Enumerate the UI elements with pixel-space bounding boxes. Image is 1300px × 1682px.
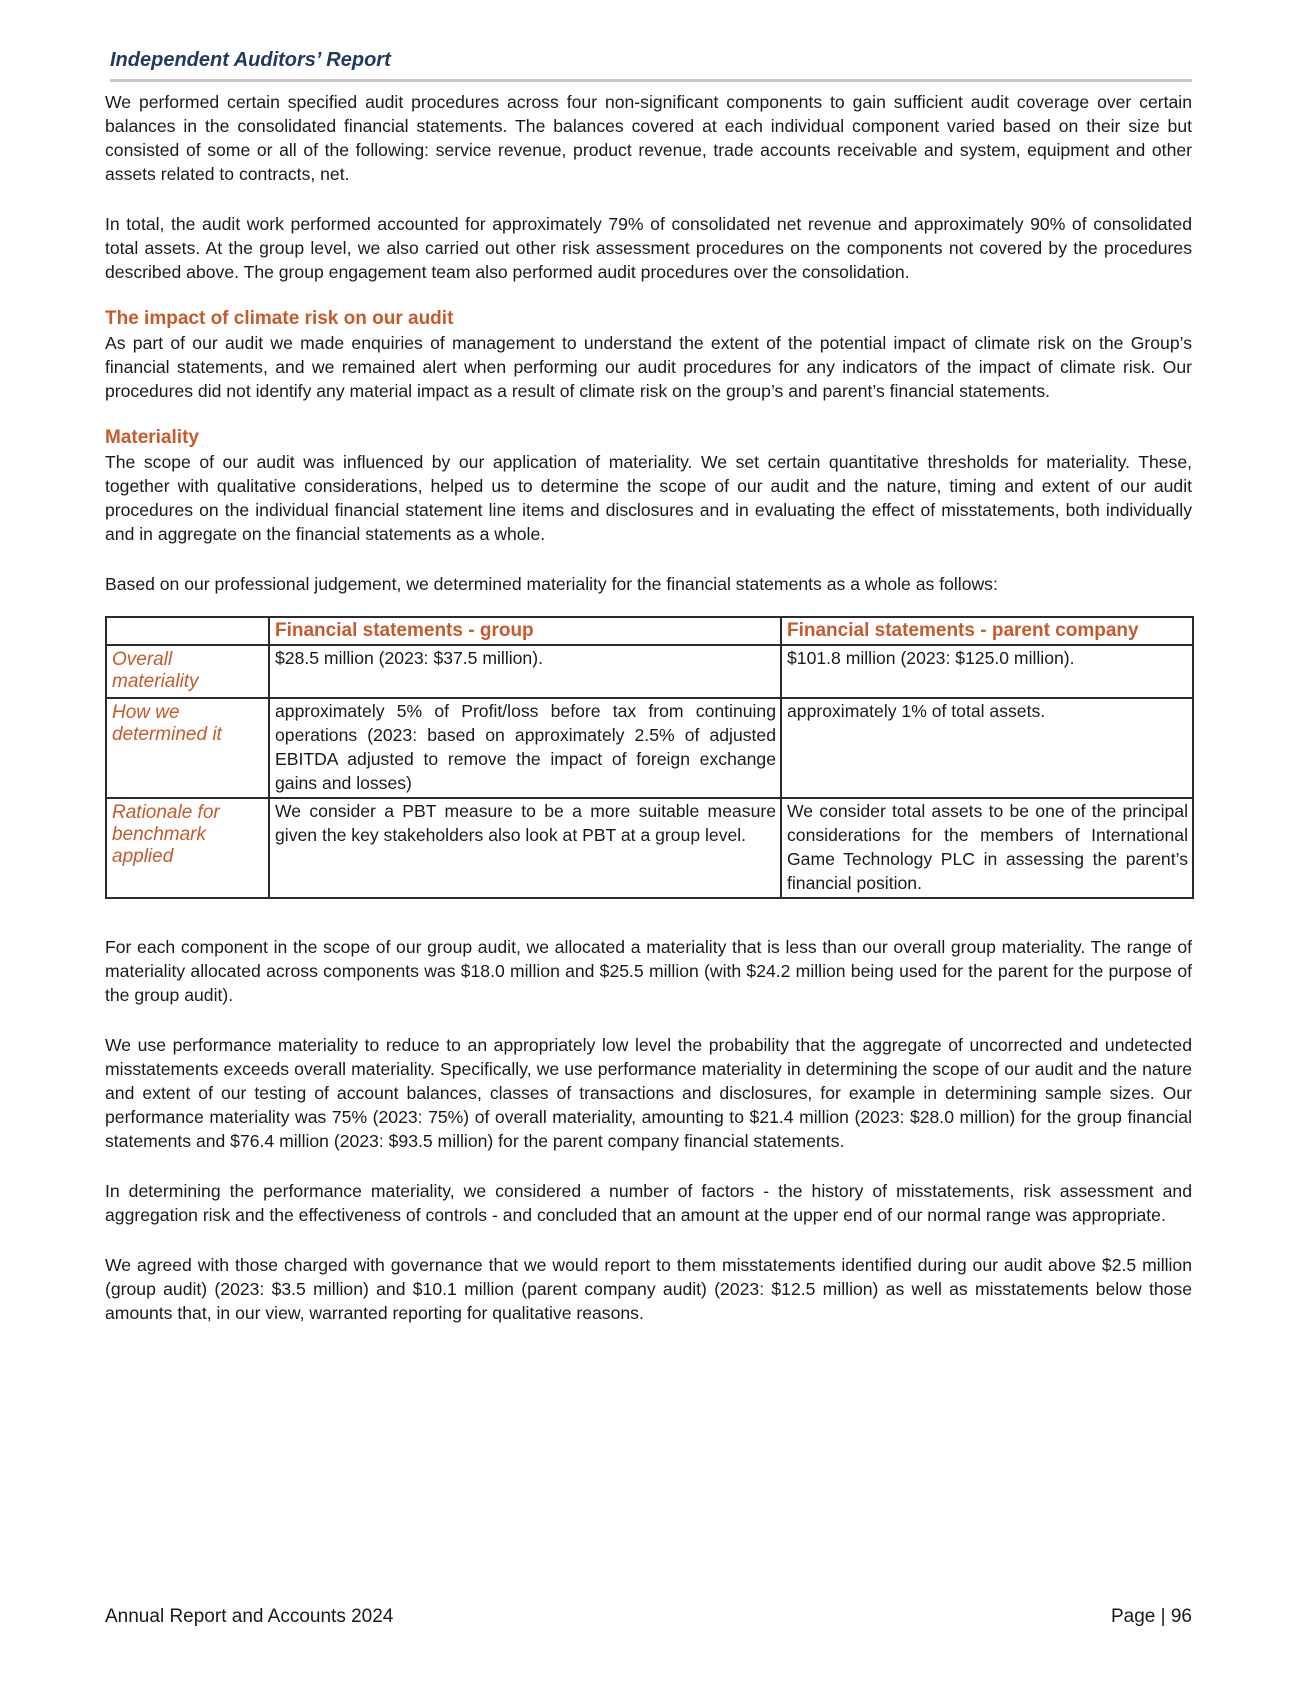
table-header-row: [106, 617, 1193, 645]
paragraph-component-procedures: We performed certain specified audit procedures across four non-significant components to gain sufficient audit coverage over certain balances in the consolidated financial statements. The balances covered at each individual component varied based on their size but consisted of some or all of the following: service revenue, product revenue, trade accounts receivable and system, equipment and other assets related to contracts, net.: [105, 92, 1192, 184]
row-label: How we determined it: [106, 698, 269, 798]
table-cell: approximately 1% of total assets.: [781, 698, 1193, 798]
paragraph-reporting-threshold: We agreed with those charged with governance that we would report to them misstatements identified during our audit above $2.5 million (group audit) (2023: $3.5 million) and $10.1 million (parent company audit) (2023: $12.5 million) as well as misstatements below those amounts that, in our view, warranted reporting for qualitative reasons.: [105, 1255, 1192, 1323]
table-header-cell: Financial statements - parent company: [781, 617, 1193, 645]
table-row: [106, 698, 1193, 798]
row-label: Rationale for benchmark applied: [106, 798, 269, 898]
paragraph-materiality-intro: Based on our professional judgement, we determined materiality for the financial statements as a whole as follows:: [105, 574, 998, 594]
report-body: [105, 90, 1192, 1325]
page-header: [110, 49, 1192, 82]
paragraph-performance-materiality: We use performance materiality to reduce to an appropriately low level the probability that the aggregate of uncorrected and undetected misstatements exceeds overall materiality. Specifically, we use performance materiality in determining the scope of our audit and the nature and extent of our testing of account balances, classes of transactions and disclosures, for example in determining sample sizes. Our performance materiality was 75% (2023: 75%) of overall materiality, amounting to $21.4 million (2023: $28.0 million) for the group financial statements and $76.4 million (2023: $93.5 million) for the parent company financial statements.: [105, 1035, 1192, 1151]
report-title: Independent Auditors’ Report: [110, 49, 391, 71]
footer-page-number: Page | 96: [1110, 1606, 1192, 1627]
table-cell: $101.8 million (2023: $125.0 million).: [781, 645, 1193, 698]
paragraph-component-materiality: For each component in the scope of our group audit, we allocated a materiality that is less than our overall group materiality. The range of materiality allocated across components was $18.0 million and $25.5 million (with $24.2 million being used for the parent for the purpose of the group audit).: [105, 937, 1192, 1005]
table-row: [106, 645, 1193, 698]
footer-report-name: Annual Report and Accounts 2024: [105, 1606, 394, 1627]
materiality-table: [105, 616, 1194, 899]
paragraph-audit-coverage: In total, the audit work performed accounted for approximately 79% of consolidated net revenue and approximately 90% of consolidated total assets. At the group level, we also carried out other risk assessment procedures on the components not covered by the procedures described above. The group engagement team also performed audit procedures over the consolidation.: [105, 214, 1192, 282]
row-label: Overall materiality: [106, 645, 269, 698]
paragraph-materiality-scope: The scope of our audit was influenced by our application of materiality. We set certain quantitative thresholds for materiality. These, together with qualitative considerations, helped us to determine the scope of our audit and the nature, timing and extent of our audit procedures on the individual financial statement line items and disclosures and in evaluating the effect of misstatements, both individually and in aggregate on the financial statements as a whole.: [105, 452, 1192, 544]
materiality-heading: Materiality: [105, 427, 199, 448]
table-row: [106, 798, 1193, 898]
table-header-cell: [106, 617, 269, 645]
table-cell: We consider total assets to be one of the principal considerations for the members of International Game Technology PLC in assessing the parent’s financial position.: [781, 798, 1193, 898]
table-cell: approximately 5% of Profit/loss before tax from continuing operations (2023: based on approximately 2.5% of adjusted EBITDA adjusted to remove the impact of foreign exchange gains and losses): [269, 698, 781, 798]
table-cell: $28.5 million (2023: $37.5 million).: [269, 645, 781, 698]
table-header-cell: Financial statements - group: [269, 617, 781, 645]
paragraph-climate-risk: As part of our audit we made enquiries of management to understand the extent of the potential impact of climate risk on the Group’s financial statements, and we remained alert when performing our audit procedures for any indicators of the impact of climate risk. Our procedures did not identify any material impact as a result of climate risk on the group’s and parent’s financial statements.: [105, 333, 1192, 401]
climate-risk-heading: The impact of climate risk on our audit: [105, 308, 454, 329]
paragraph-performance-factors: In determining the performance materiality, we considered a number of factors - the history of misstatements, risk assessment and aggregation risk and the effectiveness of controls - and concluded that an amount at the upper end of our normal range was appropriate.: [105, 1181, 1192, 1225]
table-cell: We consider a PBT measure to be a more suitable measure given the key stakeholders also look at PBT at a group level.: [269, 798, 781, 898]
